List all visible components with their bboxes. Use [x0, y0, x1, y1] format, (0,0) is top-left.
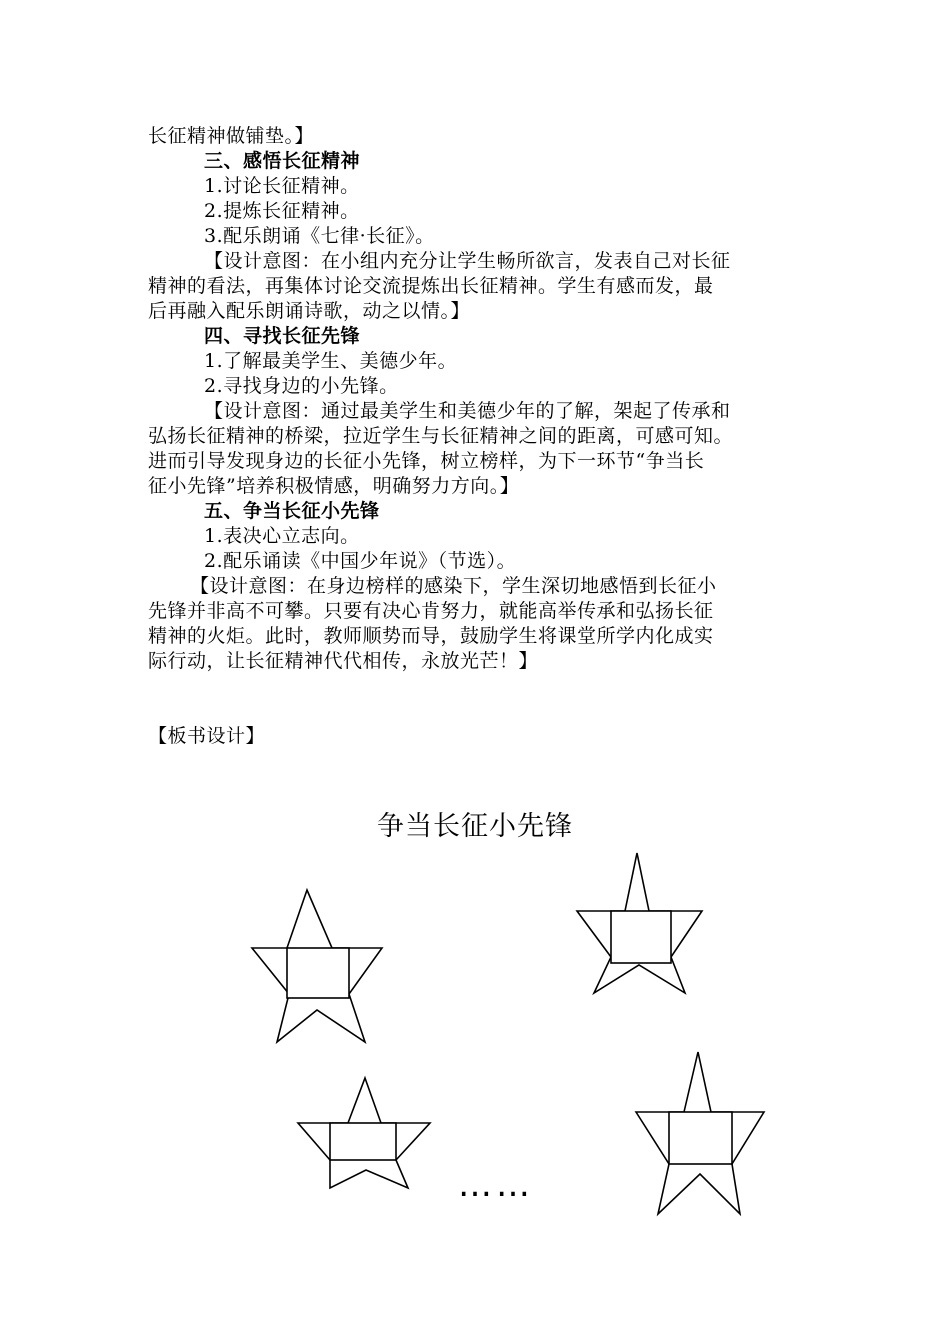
star-4-box: [669, 1112, 732, 1164]
design-intent-paragraph: 后再融入配乐朗诵诗歌，动之以情。】: [148, 300, 471, 322]
ellipsis-dots: ……: [458, 1165, 534, 1205]
star-2-box: [611, 911, 671, 963]
list-item: 2.提炼长征精神。: [204, 200, 360, 222]
star-3-box: [330, 1123, 396, 1160]
list-item: 1.讨论长征精神。: [204, 175, 360, 197]
list-item: 2.配乐诵读《中国少年说》（节选）。: [204, 550, 517, 572]
section-heading-5: 五、争当长征小先锋: [204, 500, 380, 522]
star-2: [577, 853, 702, 993]
design-intent-paragraph: 弘扬长征精神的桥梁，拉近学生与长征精神之间的距离，可感可知。: [148, 425, 734, 447]
star-3: [298, 1078, 430, 1188]
design-intent-paragraph: 先锋并非高不可攀。只要有决心肯努力，就能高举传承和弘扬长征: [148, 600, 714, 622]
star-1: [252, 890, 382, 1042]
design-intent-paragraph: 精神的火炬。此时，教师顺势而导，鼓励学生将课堂所学内化成实: [148, 625, 714, 647]
design-intent-paragraph: 【设计意图：通过最美学生和美德少年的了解，架起了传承和: [204, 400, 731, 422]
design-intent-paragraph: 际行动，让长征精神代代相传，永放光芒！】: [148, 650, 539, 672]
design-intent-paragraph: 【设计意图：在小组内充分让学生畅所欲言，发表自己对长征: [204, 250, 731, 272]
board-design-label: 【板书设计】: [148, 725, 266, 747]
list-item: 3.配乐朗诵《七律·长征》。: [204, 225, 435, 247]
section-heading-4: 四、寻找长征先锋: [204, 325, 361, 347]
list-item: 1.了解最美学生、美德少年。: [204, 350, 458, 372]
board-title: 争当长征小先锋: [377, 811, 573, 842]
design-intent-paragraph: 进而引导发现身边的长征小先锋，树立榜样，为下一环节“争当长: [148, 450, 705, 472]
design-intent-paragraph: 精神的看法，再集体讨论交流提炼出长征精神。学生有感而发，最: [148, 275, 714, 297]
list-item: 1.表决心立志向。: [204, 525, 360, 547]
section-heading-3: 三、感悟长征精神: [204, 150, 361, 172]
design-intent-paragraph: 征小先锋”培养积极情感，明确努力方向。】: [148, 475, 520, 497]
star-4: [636, 1052, 764, 1214]
star-1-box: [287, 948, 349, 998]
list-item: 2.寻找身边的小先锋。: [204, 375, 399, 397]
text-line-1: 长征精神做铺垫。】: [148, 125, 315, 147]
design-intent-paragraph: 【设计意图：在身边榜样的感染下，学生深切地感悟到长征小: [190, 575, 717, 597]
